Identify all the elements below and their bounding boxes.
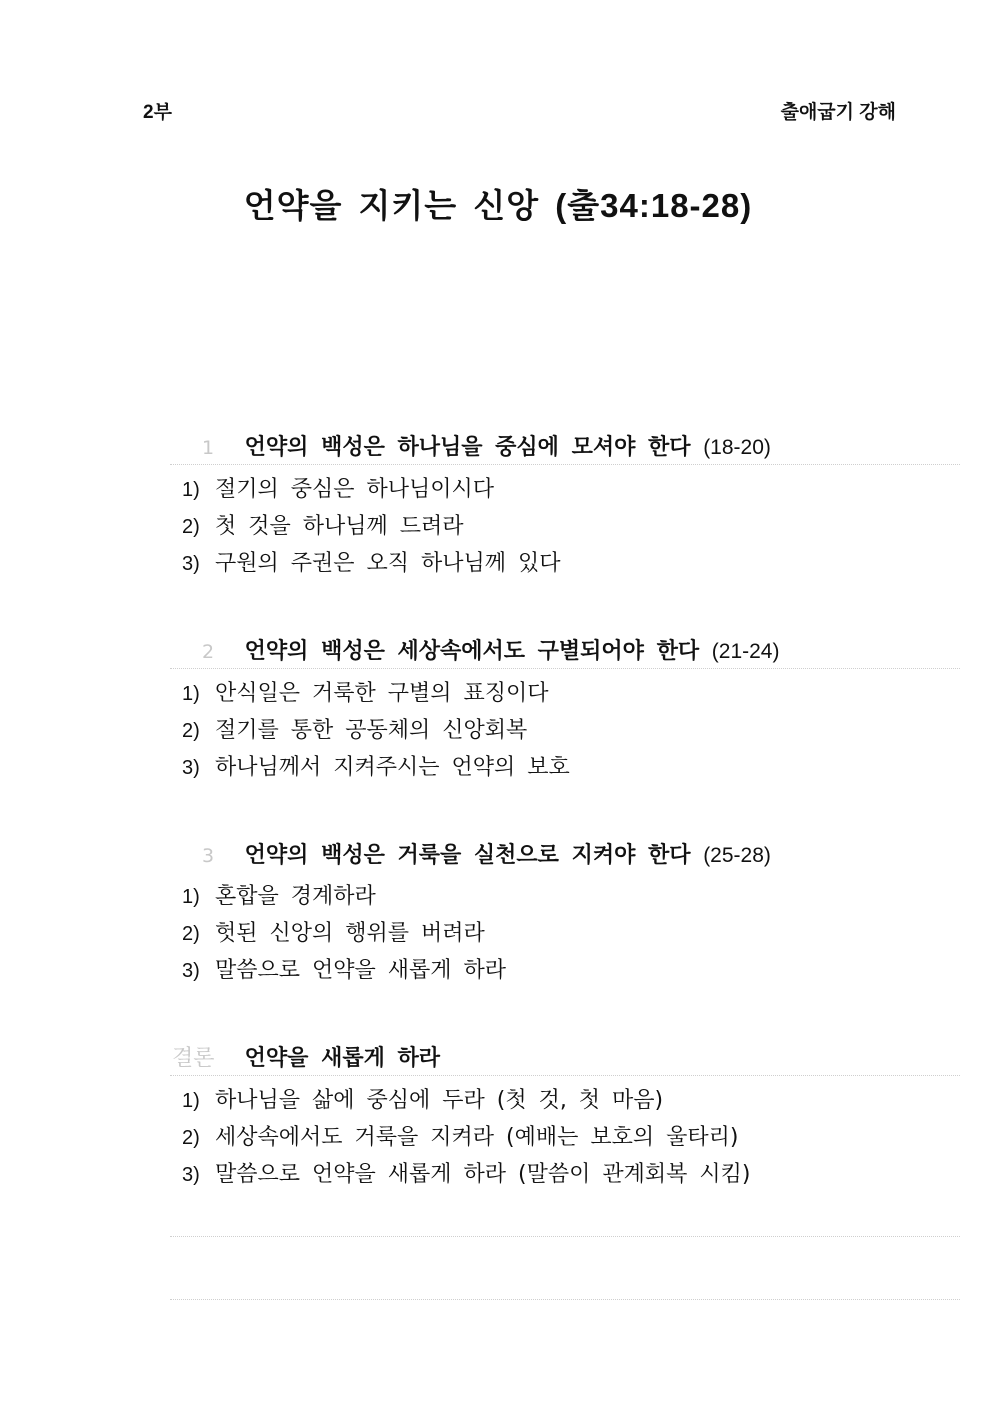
item-text: 말씀으로 언약을 새롭게 하라 (말씀이 관계회복 시킴) [215,1162,751,1187]
dotted-divider [170,1236,960,1237]
section-number: 2 [202,641,215,663]
item-text: 하나님을 삶에 중심에 두라 (첫 것, 첫 마음) [215,1088,664,1113]
section-number: 3 [202,845,215,867]
header-part-label: 2부 [143,102,172,123]
item-number: 3) [182,1164,200,1186]
item-text: 하나님께서 지켜주시는 언약의 보호 [215,755,570,780]
section-title: 언약의 백성은 거룩을 실천으로 지켜야 한다 [244,843,691,868]
section-2 [170,636,960,786]
item-text: 첫 것을 하나님께 드려라 [215,514,464,539]
section-item-list [170,669,960,786]
section-heading [170,636,960,668]
list-item [182,878,960,915]
item-text: 구원의 주권은 오직 하나님께 있다 [215,551,561,576]
section-item-list [170,872,960,989]
list-item [182,545,960,582]
item-number: 3) [182,960,200,982]
section-title: 언약을 새롭게 하라 [244,1046,441,1071]
dotted-divider [170,1299,960,1300]
item-number: 2) [182,1127,200,1149]
item-number: 1) [182,886,200,908]
header-series-label: 출애굽기 강해 [780,102,896,123]
list-item [182,508,960,545]
section-verse-ref: (25-28) [703,844,771,867]
item-number: 3) [182,757,200,779]
page-title: 언약을 지키는 신앙 (출34:18-28) [243,187,753,224]
list-item [182,1082,960,1119]
section-title: 언약의 백성은 세상속에서도 구별되어야 한다 [244,639,700,664]
section-verse-ref: (18-20) [703,436,771,459]
section-3 [170,840,960,989]
section-verse-ref: (21-24) [711,640,780,663]
section-heading [170,840,960,872]
item-text: 혼합을 경계하라 [215,884,376,909]
list-item [182,471,960,508]
section-item-list [170,465,960,582]
item-text: 절기를 통한 공동체의 신앙회복 [215,718,528,743]
section-conclusion [170,1043,960,1193]
section-heading [170,1043,960,1075]
section-number: 결론 [172,1046,215,1071]
list-item [182,952,960,989]
item-number: 1) [182,1090,200,1112]
section-1 [170,432,960,582]
list-item [182,712,960,749]
list-item [182,675,960,712]
section-item-list [170,1076,960,1193]
item-number: 2) [182,720,200,742]
item-number: 2) [182,516,200,538]
list-item [182,1119,960,1156]
item-number: 1) [182,683,200,705]
list-item [182,1156,960,1193]
item-text: 말씀으로 언약을 새롭게 하라 [215,958,507,983]
item-text: 안식일은 거룩한 구별의 표징이다 [215,681,549,706]
item-number: 3) [182,553,200,575]
item-text: 세상속에서도 거룩을 지켜라 (예배는 보호의 울타리) [215,1125,739,1150]
item-number: 2) [182,923,200,945]
item-text: 절기의 중심은 하나님이시다 [215,477,495,502]
list-item [182,915,960,952]
list-item [182,749,960,786]
item-text: 헛된 신앙의 행위를 버려라 [215,921,485,946]
item-number: 1) [182,479,200,501]
section-heading [170,432,960,464]
section-number: 1 [202,437,215,459]
section-title: 언약의 백성은 하나님을 중심에 모셔야 한다 [244,435,691,460]
